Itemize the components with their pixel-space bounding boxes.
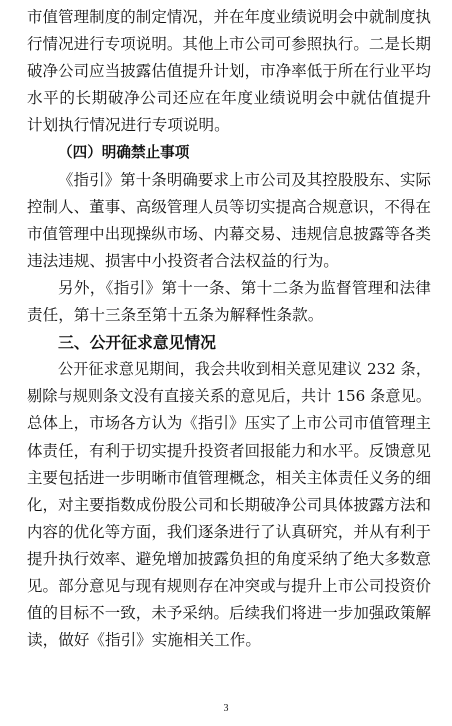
body-line: 主要包括进一步明晰市值管理概念，相关主体责任义务的细 <box>27 468 431 487</box>
body-line: 水平的长期破净公司还应在年度业绩说明会中就估值提升 <box>27 89 431 108</box>
body-line: 市值管理中出现操纵市场、内幕交易、违规信息披露等各类 <box>27 224 431 243</box>
body-line: 化，对主要指数成份股公司和长期破净公司具体披露方法和 <box>27 495 431 514</box>
page-number: 3 <box>223 703 229 714</box>
body-line: 内容的优化等方面，我们逐条进行了认真研究，并从有利于 <box>27 522 431 541</box>
body-line: 责任，第十三条至第十五条为解释性条款。 <box>27 306 324 325</box>
body-line: 见。部分意见与现有规则存在冲突或与提升上市公司投资价 <box>27 576 431 595</box>
body-line: 控制人、董事、高级管理人员等切实提高合规意识，不得在 <box>27 197 431 216</box>
body-line: 体责任，有利于切实提升投资者回报能力和水平。反馈意见 <box>27 441 431 460</box>
body-line: 市值管理制度的制定情况，并在年度业绩说明会中就制度执 <box>27 8 431 26</box>
body-line: 另外，《指引》第十一条、第十二条为监督管理和法律 <box>58 278 431 297</box>
body-line: 计划执行情况进行专项说明。 <box>27 116 230 135</box>
section-heading: 三、公开征求意见情况 <box>58 333 216 353</box>
body-line: 破净公司应当披露估值提升计划，市净率低于所在行业平均 <box>27 62 431 81</box>
body-line: 总体上，市场各方认为《指引》压实了上市公司市值管理主 <box>27 414 431 433</box>
body-line: 公开征求意见期间，我会共收到相关意见建议 232 条， <box>58 360 431 379</box>
body-line: 剔除与规则条文没有直接关系的意见后，共计 156 条意见。 <box>27 387 431 406</box>
body-line: 提升执行效率、避免增加披露负担的角度采纳了绝大多数意 <box>27 549 431 568</box>
body-line: 读，做好《指引》实施相关工作。 <box>27 631 261 650</box>
body-line: 行情况进行专项说明。其他上市公司可参照执行。二是长期 <box>27 35 431 54</box>
body-line: 值的目标不一致，未予采纳。后续我们将进一步加强政策解 <box>27 604 431 623</box>
document-body <box>27 4 431 654</box>
body-line: 违法违规、损害中小投资者合法权益的行为。 <box>27 251 339 270</box>
body-line: 《指引》第十条明确要求上市公司及其控股股东、实际 <box>58 170 431 189</box>
section-subheading: （四）明确禁止事项 <box>58 144 190 162</box>
